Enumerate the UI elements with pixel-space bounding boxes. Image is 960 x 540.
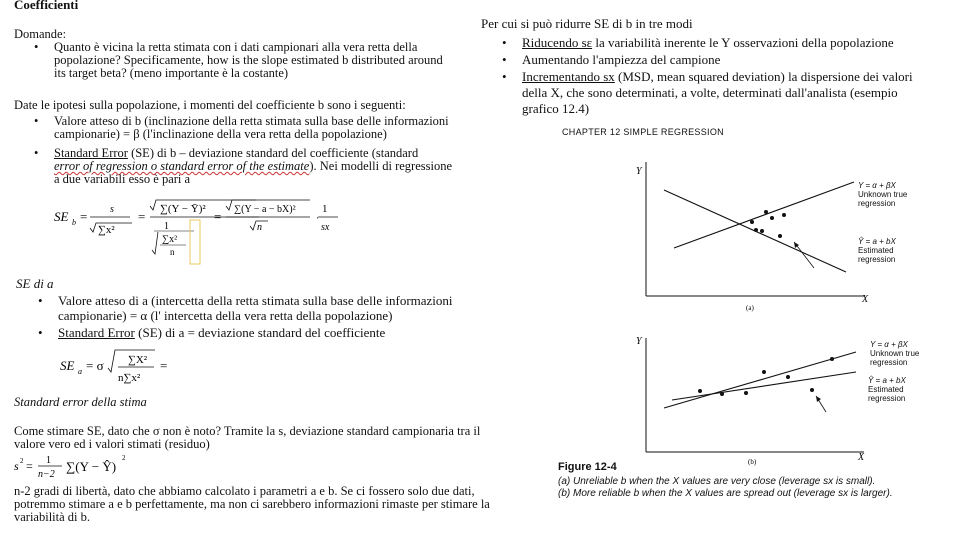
svg-text:1: 1 [322,203,328,215]
panel-b-estimated-legend: Ŷ = a + bX Estimated regression [868,376,906,403]
svg-text:b: b [72,218,76,227]
svg-text:=: = [160,358,168,373]
formula-s-squared-graphic [14,452,134,482]
panel-a-x-label: X [862,294,869,305]
gradi-liberta-line-2: potremmo stimare a e b perfettamente, ma non ci sarebbero informazioni rimaste per stimare la [14,497,490,511]
formula-se-b-graphic [54,188,354,270]
panel-b-true-legend: Y = α + βX Unknown true regression [870,340,920,367]
slide-title: Coefficienti [14,0,79,12]
expected-value-b-item: • Valore atteso di b (inclinazione della retta stimata sulla base delle informazioni campionarie) = β (l'inclinazione della vera retta della popolazione) [54,115,449,141]
reduce-item: • Riducendo sε la variabilità inerente le Y osservazioni della popolazione [522,35,894,50]
data-point [744,391,748,395]
data-point [782,213,786,217]
gradi-liberta-line-1: n-2 gradi di libertà, dato che abbiamo calcolato i parametri a e b. Se ci fossero solo due dati, [14,484,475,498]
svg-text:a: a [78,367,82,376]
sample-size-item: • Aumentando l'ampiezza del campione [522,52,720,67]
svg-text:n: n [170,247,175,257]
formula-se-a-graphic [60,344,200,388]
formula-se-b [54,188,354,275]
panel-a-y-label: Y [636,166,642,177]
svg-text:1: 1 [164,221,169,232]
formula-se-a [60,344,200,393]
data-point [762,370,766,374]
svg-text:sx: sx [321,222,330,233]
data-point [754,228,758,232]
figure-caption-b: (b) More reliable b when the X values are spread out (leverage sx is larger). [558,488,893,499]
svg-text:∑(Y − Ȳ)²: ∑(Y − Ȳ)² [160,203,206,215]
data-point [810,388,814,392]
panel-b-estimated-line [672,372,856,400]
panel-a-estimated-legend: Ŷ = a + bX Estimated regression [858,237,896,264]
question-item: • Quanto è vicina la retta stimata con i dati campionari alla vera retta della popolazione? Specificamente, how is the slope estimated b distributed around its target beta? (meno importante è la costante) [54,41,443,80]
standard-error-label: Standard error della stima [14,395,147,409]
expected-value-a-item: • Valore atteso di a (intercetta della retta stimata sulla base delle informazioni campionarie) = α (l' intercetta della vera retta della popolazione) [58,293,453,323]
svg-text:·: · [316,213,319,223]
standard-error-b-item: • Standard Error (SE) di b – deviazione standard del coefficiente (standard error of regression o standard error of the estimate). Nei modelli di regressione a due variabili esso è pari a [54,147,452,186]
svg-text:2: 2 [122,454,126,462]
svg-text:∑(Y − Ŷ): ∑(Y − Ŷ) [66,459,117,474]
svg-text:s: s [14,459,19,473]
panel-b-x-label: X [858,452,865,463]
svg-text:=: = [138,209,146,224]
svg-text:s: s [110,204,114,215]
svg-text:∑X²: ∑X² [128,354,148,366]
data-point [698,389,702,393]
intro-text: Date le ipotesi sulla popolazione, i momenti del coefficiente b sono i seguenti: [14,98,406,112]
svg-text:∑x²: ∑x² [98,224,115,236]
panel-b-true-line [664,352,856,408]
stima-line-2: valore vero ed i valori stimati (residuo) [14,437,210,451]
svg-text:1: 1 [46,455,51,466]
panel-a-true-legend: Y = α + βX Unknown true regression [858,181,908,208]
svg-text:=: = [26,459,33,473]
panel-a-label: (a) [746,304,754,312]
data-point [830,357,834,361]
data-point [720,392,724,396]
svg-text:= σ: = σ [86,358,104,373]
figure-caption-title: Figure 12-4 [558,461,617,473]
chapter-heading: CHAPTER 12 SIMPLE REGRESSION [562,127,724,137]
svg-text:SE: SE [54,209,69,224]
panel-a-estimated-line [674,182,854,248]
gradi-liberta-line-3: variabilità di b. [14,510,91,524]
svg-text:n−2: n−2 [38,469,55,480]
data-point [786,375,790,379]
svg-text:2: 2 [20,457,24,465]
stima-line-1: Come stimare SE, dato che σ non è noto? Tramite la s, deviazione standard campionaria tra il [14,424,481,438]
data-point [778,234,782,238]
increase-sx-item: • Incrementando sx (MSD, mean squared deviation) la dispersione dei valori della X, che sono determinati, a volte, determinati dall'analista (esempio grafico 12.4) [522,69,913,117]
svg-text:n∑x²: n∑x² [118,372,141,384]
panel-b-y-label: Y [636,336,642,347]
data-point [764,210,768,214]
svg-text:∑(Y − a − bX)²: ∑(Y − a − bX)² [234,204,296,215]
arrow-head [816,396,821,402]
data-point [770,216,774,220]
svg-text:=: = [80,209,88,224]
data-point [750,220,754,224]
se-a-heading: SE di a [16,276,54,291]
figure-caption-a: (a) Unreliable b when the X values are very close (leverage sx is small). [558,476,876,487]
svg-text:=: = [214,209,222,224]
panel-b-label: (b) [748,458,757,466]
svg-text:n: n [257,222,262,233]
svg-text:SE: SE [60,358,75,373]
data-point [760,229,764,233]
domande-label: Domande: [14,27,67,41]
formula-s-squared [14,452,134,487]
standard-error-a-item: • Standard Error (SE) di a = deviazione standard del coefficiente [58,325,385,340]
right-heading: Per cui si può ridurre SE di b in tre modi [481,16,693,31]
svg-text:∑x²: ∑x² [162,234,178,245]
